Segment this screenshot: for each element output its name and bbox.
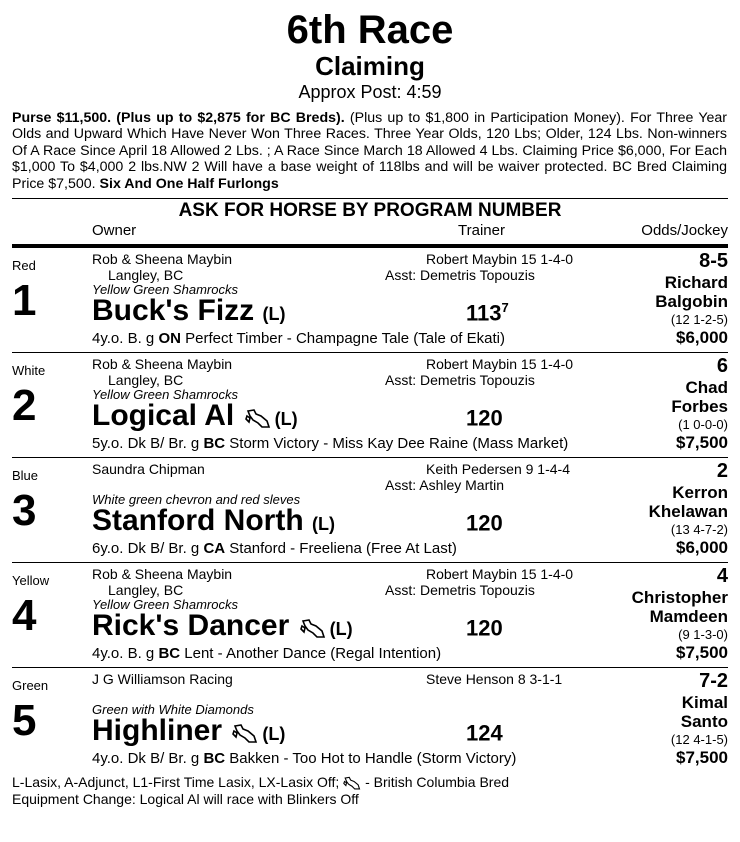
jockey-record: (13 4-7-2) bbox=[670, 522, 728, 538]
jockey-first-name: Chad bbox=[685, 378, 728, 398]
horse-name-line bbox=[92, 714, 285, 751]
owner-name: Rob & Sheena Maybin bbox=[92, 251, 233, 268]
jockey-name bbox=[649, 483, 728, 521]
morning-line-odds: 7-2 bbox=[699, 670, 728, 693]
pedigree bbox=[92, 435, 568, 452]
horse-name: Rick's Dancer bbox=[92, 609, 290, 643]
jockey-name bbox=[655, 273, 728, 311]
trainer-column-header: Trainer bbox=[458, 222, 505, 240]
jockey-first-name: Richard bbox=[664, 273, 728, 293]
jockey-last-name: Mamdeen bbox=[649, 607, 728, 627]
horse-name: Logical Al bbox=[92, 399, 235, 433]
horse-name: Highliner bbox=[92, 714, 223, 748]
entry-row bbox=[12, 248, 728, 353]
saddle-cloth-color: White bbox=[12, 363, 46, 379]
medication-code: (L) bbox=[262, 724, 286, 745]
program-number: 2 bbox=[12, 381, 37, 431]
jockey-first-name: Christopher bbox=[631, 588, 728, 608]
trainer-name: Steve Henson 8 3-1-1 bbox=[426, 671, 563, 688]
jockey-record: (12 1-2-5) bbox=[670, 312, 728, 328]
weight-value: 124 bbox=[466, 720, 503, 746]
conditions-text: (Plus up to $1,800 in Participation Money). For Three Year Olds and Upward Which Have Never Won Three Races. Three Year Olds, 120 Lbs; Older, 124 Lbs. Non-winners Of A Race Since April 18 Allowed 2 Lbs. ; A Race Since March 18 Allowed 4 Lbs. Claiming Price $6,000, For Each $1,000 To $4,000 2 lbs.NW 2 Will have a base weight of 118lbs and will be waiver protected. BC Bred Claiming Price $7,500. bbox=[12, 110, 727, 192]
legend-text: L-Lasix, A-Adjunct, L1-First Time Lasix, LX-Lasix Off; bbox=[12, 774, 340, 791]
sire-dam: Perfect Timber - Champagne Tale (Tale of Ekati) bbox=[180, 330, 505, 348]
jockey-first-name: Kimal bbox=[681, 693, 728, 713]
bred-location: BC bbox=[203, 750, 226, 768]
jockey-last-name: Santo bbox=[680, 712, 728, 732]
owner-location: Langley, BC bbox=[108, 267, 184, 284]
saddle-cloth-color: Yellow bbox=[12, 573, 50, 589]
race-conditions bbox=[12, 110, 727, 192]
equipment-change: Equipment Change: Logical Al will race with Blinkers Off bbox=[12, 790, 359, 807]
silks-description: Yellow Green Shamrocks bbox=[92, 282, 238, 298]
owner-location: Langley, BC bbox=[108, 582, 184, 599]
entry-row bbox=[12, 668, 728, 772]
weight bbox=[466, 615, 503, 641]
silks-description: Yellow Green Shamrocks bbox=[92, 597, 238, 613]
morning-line-odds: 6 bbox=[716, 355, 728, 378]
bred-location: CA bbox=[203, 540, 226, 558]
jockey-name bbox=[632, 588, 728, 626]
saddle-cloth-color: Red bbox=[12, 258, 36, 274]
medication-code: (L) bbox=[262, 304, 286, 325]
purse-text: Purse $11,500. (Plus up to $2,875 for BC Breds). bbox=[12, 110, 345, 126]
age-sex: 4y.o. B. g bbox=[92, 645, 159, 663]
race-title: 6th Race bbox=[286, 8, 454, 52]
bred-location: ON bbox=[158, 330, 181, 348]
claiming-price: $7,500 bbox=[676, 643, 728, 663]
entries-list bbox=[0, 248, 740, 772]
british-columbia-map-icon bbox=[232, 720, 258, 744]
trainer-name: Robert Maybin 15 1-4-0 bbox=[426, 251, 574, 268]
claiming-price: $7,500 bbox=[676, 748, 728, 768]
legend-bc-text: - British Columbia Bred bbox=[361, 774, 510, 791]
bred-location: BC bbox=[158, 645, 181, 663]
owner-column-header: Owner bbox=[92, 222, 137, 240]
saddle-cloth-color: Green bbox=[12, 678, 49, 694]
distance-text: Six And One Half Furlongs bbox=[99, 175, 279, 192]
saddle-cloth-color: Blue bbox=[12, 468, 39, 484]
odds-jockey-column-header: Odds/Jockey bbox=[641, 222, 728, 240]
medication-code: (L) bbox=[311, 514, 335, 535]
assistant-trainer: Asst: Ashley Martin bbox=[385, 477, 505, 494]
jockey-first-name: Kerron bbox=[672, 483, 728, 503]
weight-value: 120 bbox=[466, 405, 503, 431]
jockey-last-name: Forbes bbox=[671, 397, 728, 417]
pedigree bbox=[92, 750, 516, 767]
silks-description: Yellow Green Shamrocks bbox=[92, 387, 238, 403]
program-number: 4 bbox=[12, 591, 37, 641]
trainer-name: Robert Maybin 15 1-4-0 bbox=[426, 356, 574, 373]
silks-description: Green with White Diamonds bbox=[92, 702, 254, 718]
claiming-price: $7,500 bbox=[676, 433, 728, 453]
medication-code: (L) bbox=[274, 409, 298, 430]
assistant-trainer: Asst: Demetris Topouzis bbox=[385, 582, 535, 599]
pedigree bbox=[92, 645, 441, 662]
british-columbia-map-icon bbox=[245, 405, 271, 429]
silks-description: White green chevron and red sleves bbox=[92, 492, 301, 508]
jockey-name bbox=[671, 378, 728, 416]
horse-name: Buck's Fizz bbox=[92, 294, 255, 328]
british-columbia-map-icon bbox=[343, 776, 361, 791]
weight-value: 120 bbox=[466, 510, 503, 536]
entry-row bbox=[12, 353, 728, 458]
morning-line-odds: 8-5 bbox=[699, 250, 728, 273]
trainer-name: Robert Maybin 15 1-4-0 bbox=[426, 566, 574, 583]
program-number: 1 bbox=[12, 276, 37, 326]
program-number: 5 bbox=[12, 696, 37, 746]
horse-name-line bbox=[92, 399, 298, 436]
entry-row bbox=[12, 458, 728, 563]
race-header bbox=[0, 0, 740, 104]
weight-value: 113 bbox=[466, 300, 502, 326]
morning-line-odds: 2 bbox=[716, 460, 728, 483]
medication-code: (L) bbox=[329, 619, 353, 640]
bred-location: BC bbox=[203, 435, 226, 453]
horse-name-line bbox=[92, 294, 286, 331]
assistant-trainer: Asst: Demetris Topouzis bbox=[385, 267, 535, 284]
race-type: Claiming bbox=[315, 51, 425, 81]
jockey-record: (12 4-1-5) bbox=[670, 732, 728, 748]
age-sex: 4y.o. B. g bbox=[92, 330, 159, 348]
owner-name: J G Williamson Racing bbox=[92, 671, 233, 688]
sire-dam: Lent - Another Dance (Regal Intention) bbox=[180, 645, 442, 663]
jockey-last-name: Khelawan bbox=[648, 502, 728, 522]
assistant-trainer: Asst: Demetris Topouzis bbox=[385, 372, 535, 389]
sire-dam: Bakken - Too Hot to Handle (Storm Victory) bbox=[225, 750, 517, 768]
owner-name: Rob & Sheena Maybin bbox=[92, 566, 233, 583]
claiming-price: $6,000 bbox=[676, 328, 728, 348]
horse-name-line bbox=[92, 504, 335, 541]
claiming-price: $6,000 bbox=[676, 538, 728, 558]
jockey-record: (1 0-0-0) bbox=[678, 417, 728, 433]
weight bbox=[466, 405, 503, 431]
age-sex: 4y.o. Dk B/ Br. g bbox=[92, 750, 204, 768]
legend bbox=[12, 774, 728, 791]
age-sex: 6y.o. Dk B/ Br. g bbox=[92, 540, 204, 558]
morning-line-odds: 4 bbox=[716, 565, 728, 588]
entry-row bbox=[12, 563, 728, 668]
sire-dam: Storm Victory - Miss Kay Dee Raine (Mass Market) bbox=[225, 435, 569, 453]
weight bbox=[466, 300, 509, 326]
ask-banner: ASK FOR HORSE BY PROGRAM NUMBER bbox=[12, 198, 728, 222]
jockey-record: (9 1-3-0) bbox=[678, 627, 728, 643]
weight-allowance: 7 bbox=[501, 300, 509, 316]
horse-name-line bbox=[92, 609, 353, 646]
post-time: Approx Post: 4:59 bbox=[298, 82, 442, 102]
weight bbox=[466, 720, 503, 746]
age-sex: 5y.o. Dk B/ Br. g bbox=[92, 435, 204, 453]
column-headers bbox=[12, 222, 728, 242]
jockey-last-name: Balgobin bbox=[655, 292, 728, 312]
owner-location: Langley, BC bbox=[108, 372, 184, 389]
horse-name: Stanford North bbox=[92, 504, 304, 538]
program-number: 3 bbox=[12, 486, 37, 536]
owner-name: Saundra Chipman bbox=[92, 461, 205, 478]
footer bbox=[12, 774, 728, 807]
sire-dam: Stanford - Freeliena (Free At Last) bbox=[225, 540, 457, 558]
owner-name: Rob & Sheena Maybin bbox=[92, 356, 233, 373]
jockey-name bbox=[681, 693, 728, 731]
british-columbia-map-icon bbox=[300, 615, 326, 639]
trainer-name: Keith Pedersen 9 1-4-4 bbox=[426, 461, 570, 478]
weight bbox=[466, 510, 503, 536]
pedigree bbox=[92, 540, 457, 557]
pedigree bbox=[92, 330, 505, 347]
weight-value: 120 bbox=[466, 615, 503, 641]
